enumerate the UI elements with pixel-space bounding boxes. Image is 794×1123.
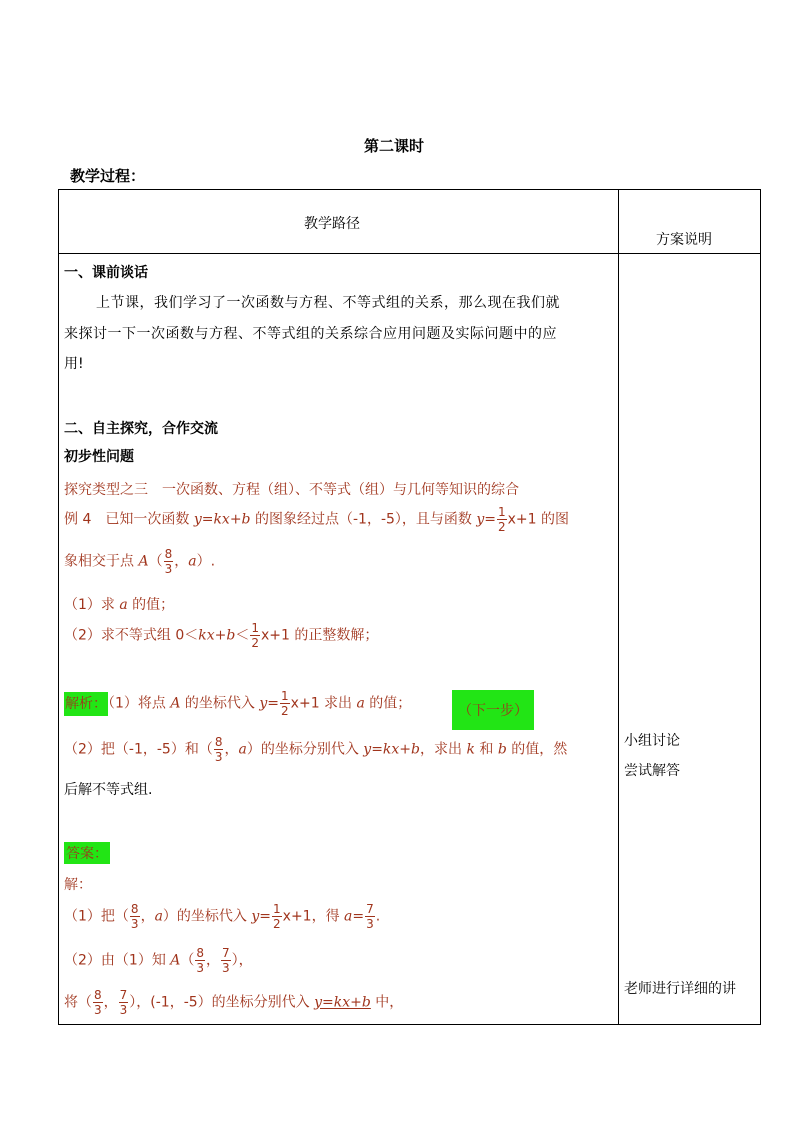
- table-header-divider: [58, 253, 761, 254]
- analysis-line3: 后解不等式组.: [64, 782, 153, 798]
- example-y: y=: [476, 511, 496, 528]
- example-line2: 象相交于点 A（ $\frac{8}{3}$ ，a）.: [64, 547, 216, 576]
- table-border-top: [58, 189, 761, 190]
- example-line1: [64, 506, 569, 533]
- note-try-answer: 尝试解答: [624, 763, 680, 779]
- example-fraction: $\frac{1}{2}$: [498, 505, 506, 534]
- answer-step1: （1）把（ $\frac{8}{3}$ ，a）的坐标代入 y= $\frac{1}{2}$ x+1，得 a= $\frac{7}{3}$ .: [64, 902, 381, 931]
- section1-paragraph-line2: 来探讨一下一次函数与方程、不等式组的关系综合应用问题及实际问题中的应: [64, 326, 557, 342]
- note-group-discussion: 小组讨论: [624, 733, 680, 749]
- table-border-left: [58, 189, 59, 1025]
- answer-tag: 答案：: [64, 842, 110, 864]
- analysis-line2: （2）把（-1，-5）和（ $\frac{8}{3}$ ，a）的坐标分别代入 y=kx+b，求出 k 和 b 的值，然: [64, 735, 568, 764]
- type-title: 探究类型之三 一次函数、方程（组）、不等式（组）与几何等知识的综合: [64, 482, 519, 498]
- note-teacher-explain: 老师进行详细的讲: [624, 981, 736, 997]
- answer-jie: 解：: [64, 877, 92, 893]
- section1-paragraph-line3: 用!: [64, 356, 84, 372]
- section1-paragraph-line1: 上节课，我们学习了一次函数与方程、不等式组的关系，那么现在我们就: [96, 295, 560, 311]
- example-lead: 例 4 已知一次函数: [64, 511, 194, 528]
- analysis-tag: 解析：: [64, 692, 108, 716]
- table-border-bottom: [58, 1024, 761, 1025]
- section1-heading: 一、课前谈话: [64, 265, 148, 281]
- process-label: 教学过程：: [70, 167, 146, 185]
- question-1: （1）求 a 的值；: [64, 597, 175, 613]
- example-fraction-8-3: $\frac{8}{3}$: [164, 547, 173, 576]
- example-mid: 的图象经过点（-1，-5），且与函数: [250, 511, 477, 528]
- table-column-divider: [618, 189, 619, 1025]
- col1-header: 教学路径: [304, 216, 360, 232]
- col2-header: 方案说明: [656, 232, 712, 248]
- table-border-right: [760, 189, 761, 1025]
- answer-step3: 将（ $\frac{8}{3}$ ， $\frac{7}{3}$ ），(-1，-5）的坐标分别代入 y=kx+b 中，: [64, 988, 404, 1017]
- point-a: A: [138, 553, 149, 570]
- next-step-button[interactable]: （下一步）: [452, 690, 534, 730]
- question-2: （2）求不等式组 0＜kx+b＜ $\frac{1}{2}$ x+1 的正整数解；: [64, 621, 379, 650]
- page-title: 第二课时: [364, 137, 425, 155]
- section2-subheading: 初步性问题: [64, 449, 134, 465]
- answer-step2: （2）由（1）知 A（ $\frac{8}{3}$ ， $\frac{7}{3}$ ），: [64, 946, 253, 975]
- example-tail: x+1 的图: [507, 511, 570, 528]
- section2-heading: 二、自主探究，合作交流: [64, 421, 218, 437]
- example-func: y=kx+b: [193, 511, 251, 528]
- analysis-line1: 解析：（1）将点 A 的坐标代入 y= $\frac{1}{2}$ x+1 求出 a 的值；: [65, 689, 412, 718]
